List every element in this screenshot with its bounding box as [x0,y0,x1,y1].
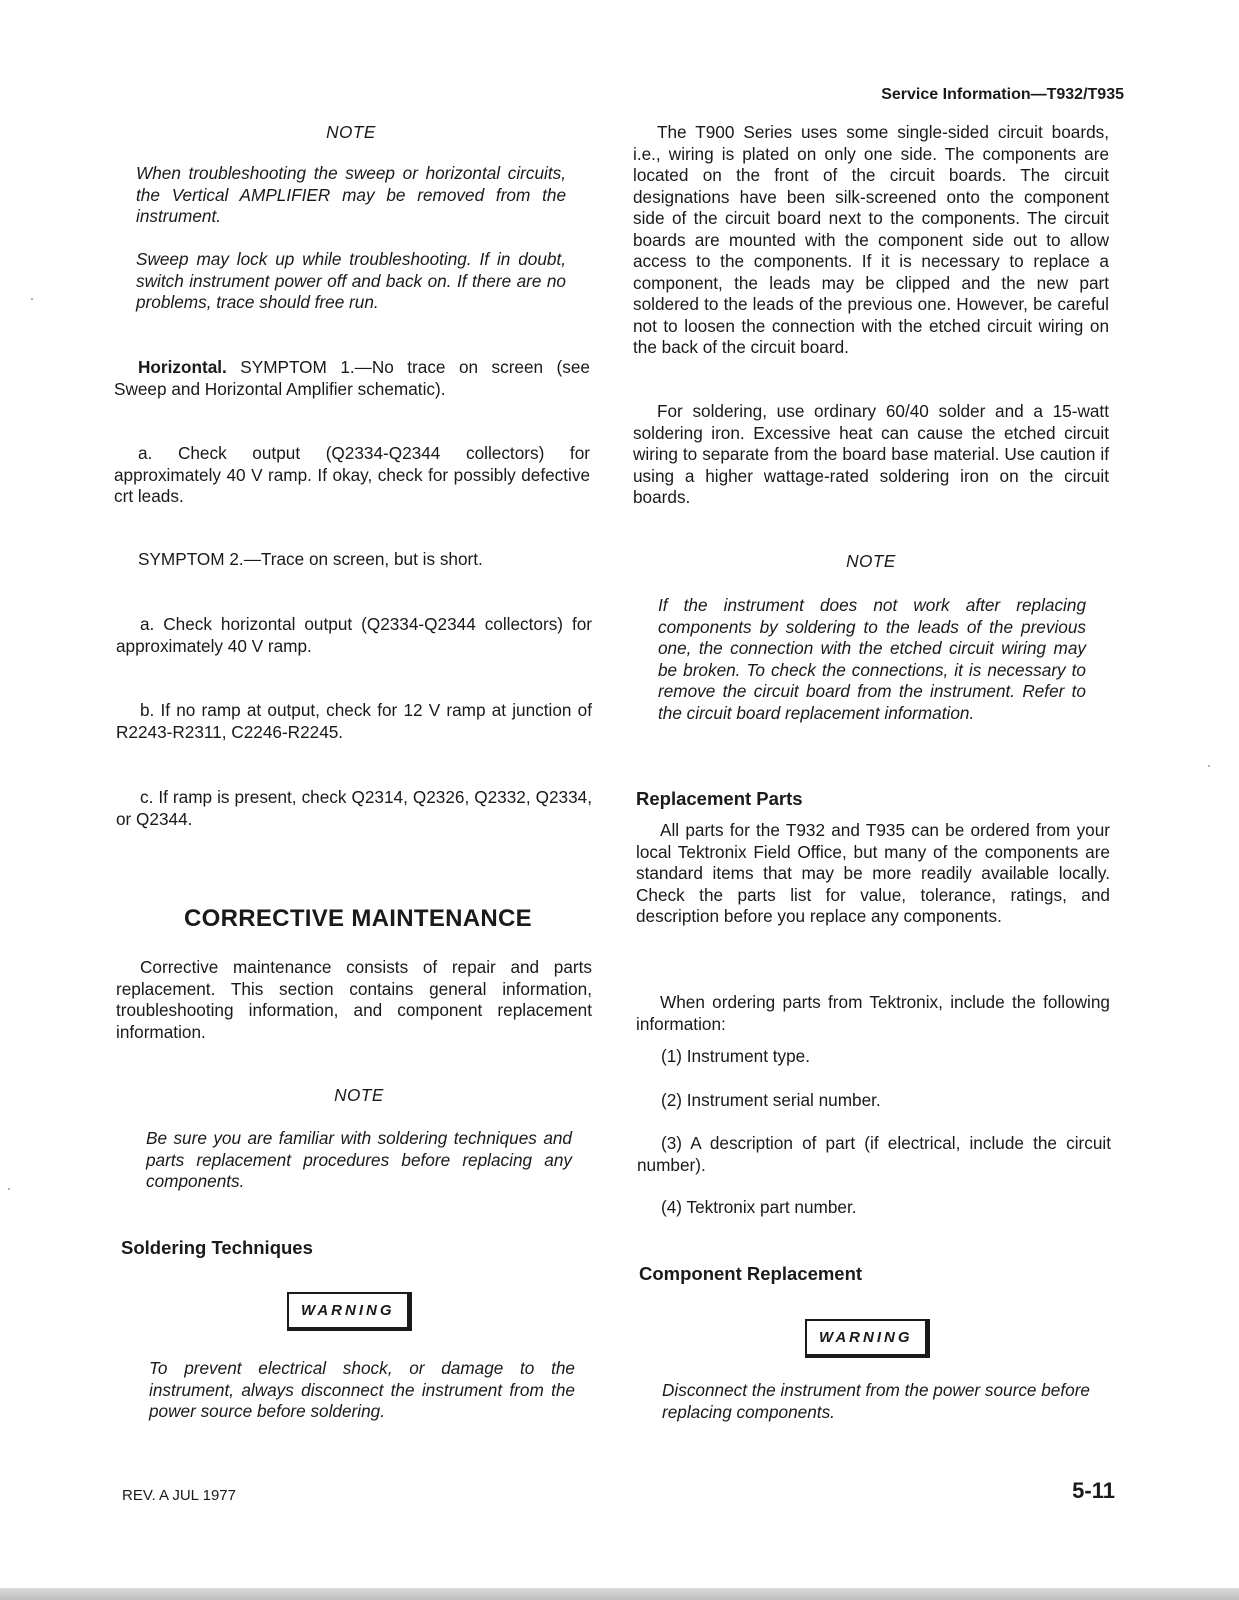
list-item: (3) A description of part (if electrical, include the circuit number). [637,1133,1111,1175]
warning-text: Disconnect the instrument from the power source before replacing components. [662,1380,1090,1422]
list-item: (1) Instrument type. [661,1046,811,1066]
horizontal-symptom-1 [114,357,590,400]
note-heading: NOTE [846,551,896,571]
scan-speck [8,1188,10,1190]
corrective-intro: Corrective maintenance consists of repair and parts replacement. This section contains general information, troubleshooting information, and component replacement information. [116,957,592,1042]
list-item: (2) Instrument serial number. [661,1090,881,1110]
symptom-2-step-b: b. If no ramp at output, check for 12 V ramp at junction of R2243-R2311, C2246-R2245. [116,700,592,742]
scan-speck [31,298,33,300]
subsection-heading: Component Replacement [639,1263,863,1284]
subsection-heading: Soldering Techniques [121,1237,313,1258]
warning-label: WARNING [287,1292,412,1331]
symptom-1-step-a: a. Check output (Q2334-Q2344 collectors) for approximately 40 V ramp. If okay, check for possibly defective crt leads. [114,443,590,506]
note-heading: NOTE [326,122,376,142]
scan-bottom-edge [0,1588,1239,1600]
ordering-paragraph: When ordering parts from Tektronix, include the following information: [636,992,1110,1034]
page-number: 5-11 [1072,1478,1115,1503]
symptom-2-step-c: c. If ramp is present, check Q2314, Q2326, Q2332, Q2334, or Q2344. [116,787,592,829]
warning-text: To prevent electrical shock, or damage to the instrument, always disconnect the instrument from the power source before soldering. [149,1358,575,1421]
note-text: Sweep may lock up while troubleshooting. If in doubt, switch instrument power off and back on. If there are no problems, trace should free run. [136,249,566,312]
section-heading: CORRECTIVE MAINTENANCE [184,905,532,932]
symptom-2-step-a: a. Check horizontal output (Q2334-Q2344 collectors) for approximately 40 V ramp. [116,614,592,656]
subsection-heading: Replacement Parts [636,788,803,809]
note-heading: NOTE [334,1085,384,1105]
note-text: If the instrument does not work after replacing components by soldering to the leads of the previous one, the connection with the etched circuit wiring may be broken. To check the connections, it is necessary to remove the circuit board from the instrument. Refer to the circuit board replacement information. [658,595,1086,723]
running-header: Service Information—T932/T935 [881,86,1124,103]
warning-label: WARNING [805,1319,930,1358]
note-text: Be sure you are familiar with soldering techniques and parts replacement procedures before replacing any components. [146,1128,572,1191]
symptom-1-text: SYMPTOM 1.—No trace on screen (see Sweep and Horizontal Amplifier schematic). [114,357,590,399]
list-item: (4) Tektronix part number. [661,1197,857,1217]
symptom-2: SYMPTOM 2.—Trace on screen, but is short. [138,549,483,569]
single-sided-boards-paragraph: The T900 Series uses some single-sided circuit boards, i.e., wiring is plated on only one side. The components are located on the front of the circuit boards. The circuit designations have been silk-screened onto the component side of the circuit board next to the components. The circuit boards are mounted with the component side out to allow access to the components. If it is necessary to replace a component, the leads may be clipped and the new part soldered to the leads of the previous one. However, be careful not to loosen the connection with the etched circuit wiring on the back of the circuit board. [633,122,1109,357]
revision-date: REV. A JUL 1977 [122,1487,236,1504]
note-text: When troubleshooting the sweep or horizontal circuits, the Vertical AMPLIFIER may be removed from the instrument. [136,163,566,226]
replacement-parts-paragraph: All parts for the T932 and T935 can be ordered from your local Tektronix Field Office, but many of the components are standard items that may be more readily available locally. Check the parts list for value, tolerance, ratings, and description before you replace any components. [636,820,1110,926]
scan-speck [1208,765,1210,767]
horizontal-lead: Horizontal. [138,357,227,377]
soldering-paragraph: For soldering, use ordinary 60/40 solder and a 15-watt soldering iron. Excessive heat can cause the etched circuit wiring to separate from the board base material. Use caution if using a higher wattage-rated soldering iron on the circuit boards. [633,401,1109,507]
